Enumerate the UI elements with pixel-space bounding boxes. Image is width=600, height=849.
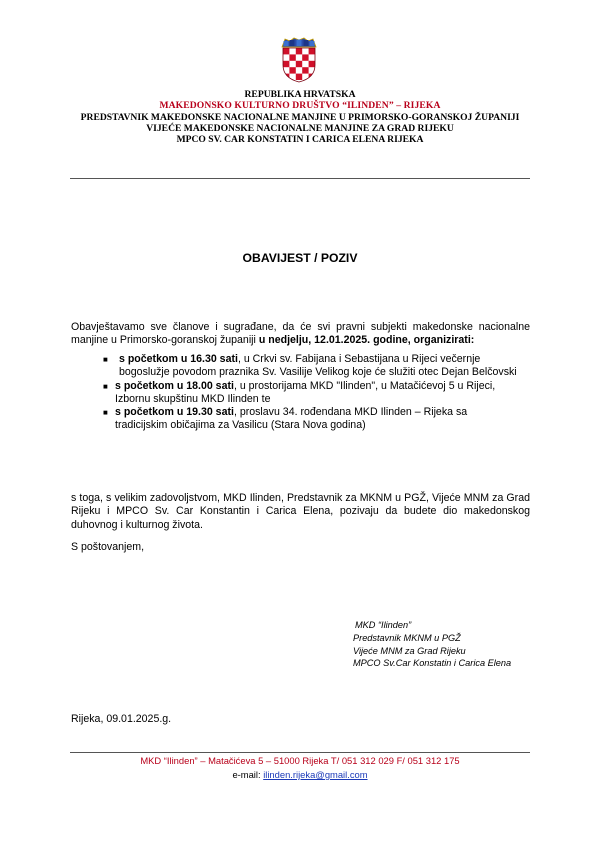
event-time: s početkom u 16.30 sati: [119, 353, 238, 365]
header-representative: PREDSTAVNIK MAKEDONSKE NACIONALNE MANJINE U PRIMORSKO-GORANSKOJ ŽUPANIJI: [80, 111, 520, 123]
croatian-coat-of-arms-icon: [279, 37, 319, 83]
header-council: VIJEĆE MAKEDONSKE NACIONALNE MANJINE ZA GRAD RIJEKU: [146, 122, 454, 134]
bullet-icon: ■: [103, 408, 108, 418]
event-text-2: Izbornu skupštinu MKD Ilinden te: [115, 392, 271, 405]
date-line: Rijeka, 09.01.2025.g.: [71, 713, 172, 725]
closing-paragraph: s toga, s velikim zadovoljstvom, MKD Ilinden, Predstavnik za MKNM u PGŽ, Vijeće MNM za Grad Rijeku i MPCO Sv. Car Konstantin i Carica Elena, pozivaju da budete dio makedonskog duhovnog i kulturnog života.: [71, 492, 530, 531]
footer-address: MKD “Ilinden” – Matačićeva 5 – 51000 Rijeka T/ 051 312 029 F/ 051 312 175: [140, 755, 460, 766]
event-text-2: tradicijskim običajima za Vasilicu (Stara Nova godina): [115, 419, 366, 432]
header-society-name: MAKEDONSKO KULTURNO DRUŠTVO “ILINDEN” – RIJEKA: [159, 100, 441, 112]
event-time: s početkom u 18.00 sati: [115, 379, 234, 392]
email-link[interactable]: ilinden.rijeka@gmail.com: [263, 769, 368, 780]
signature-block: [353, 619, 511, 670]
footer-email-label: e-mail:: [232, 769, 264, 780]
page-title: OBAVIJEST / POZIV: [242, 251, 358, 265]
signature-line: MKD “Ilinden”: [355, 620, 412, 630]
list-item: [103, 380, 523, 407]
event-text-1: , proslavu 34. rođendana MKD Ilinden – Rijeka sa: [233, 406, 468, 419]
event-list: [103, 353, 523, 433]
signature-line: Predstavnik MKNM u PGŽ: [353, 632, 461, 643]
signature-line: Vijeće MNM za Grad Rijeku: [353, 645, 466, 656]
footer-email-line: [0, 768, 600, 782]
intro-bold: u nedjelju, 12.01.2025. godine, organizirati:: [258, 334, 475, 347]
event-text-1: , u Crkvi sv. Fabijana i Sebastijana u Rijeci večernje: [237, 353, 481, 365]
bullet-icon: ■: [103, 381, 108, 391]
footer: [0, 754, 600, 782]
signature-line: MPCO Sv.Car Konstatin i Carica Elena: [353, 658, 512, 669]
list-item: [103, 353, 523, 380]
bullet-icon: ■: [103, 355, 108, 364]
intro-paragraph: [71, 321, 530, 348]
event-text-1: , u prostorijama MKD "Ilinden", u Matačićevoj 5 u Rijeci,: [233, 379, 496, 392]
letterhead: [40, 89, 560, 145]
footer-divider: [70, 752, 530, 753]
header-church: MPCO SV. CAR KONSTATIN I CARICA ELENA RIJEKA: [176, 134, 424, 146]
event-text-2: bogoslužje povodom praznika Sv. Vasilije Velikog koje će služiti otec Dejan Belčovski: [119, 366, 517, 379]
intro-text: Obavještavamo sve članove i sugrađane, da će svi pravni subjekti makedonske nacionalne manjine u Primorsko-goranskoj županiji: [71, 321, 530, 347]
greeting: S poštovanjem,: [71, 541, 145, 553]
header-divider: [70, 178, 530, 179]
header-country: REPUBLIKA HRVATSKA: [244, 89, 356, 100]
event-time: s početkom u 19.30 sati: [115, 406, 234, 419]
list-item: [103, 406, 523, 433]
